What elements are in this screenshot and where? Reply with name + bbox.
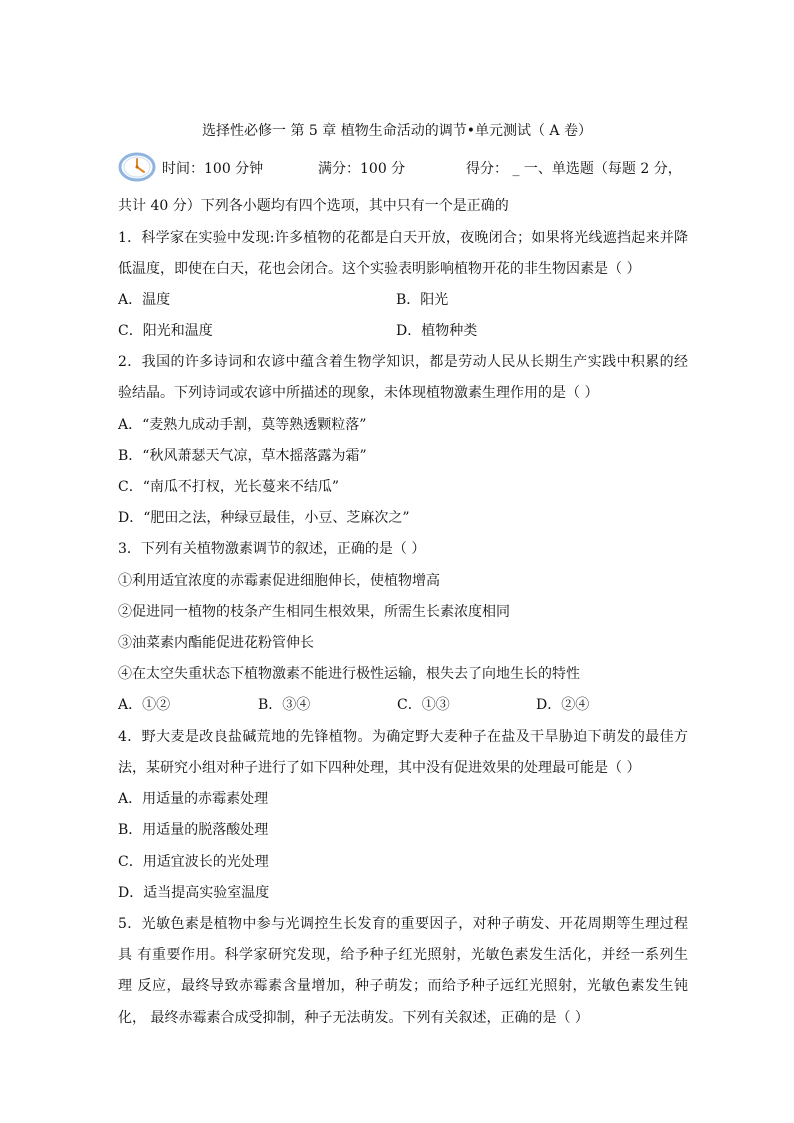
q2-option-c: C．“南瓜不打杈，光长蔓来不结瓜”: [118, 479, 340, 495]
q3-statement-3: ③油菜素内酯能促进花粉管伸长: [118, 635, 314, 651]
q4-stem-line2: 法，某研究小组对种子进行了如下四种处理，其中没有促进效果的处理最可能是（ ）: [118, 760, 641, 776]
q3-statement-4: ④在太空失重状态下植物激素不能进行极性运输，根失去了向地生长的特性: [118, 666, 580, 682]
q4-option-a: A．用适量的赤霉素处理: [118, 791, 269, 807]
q3-options: [118, 696, 688, 714]
q3-stem: 3．下列有关植物激素调节的叙述，正确的是（ ）: [118, 541, 426, 557]
q5-stem-line3: 理 反应，最终导致赤霉素含量增加，种子萌发；而给予种子远红光照射，光敏色素发生钝: [118, 978, 688, 994]
section-intro: 共计 40 分）下列各小题均有四个选项，其中只有一个是正确的: [118, 198, 509, 214]
clock-icon: [118, 152, 156, 182]
exam-score-and-section-heading: 得分： _ 一、单选题（每题 2 分，: [466, 161, 682, 177]
q5-stem-line4: 化， 最终赤霉素合成受抑制，种子无法萌发。下列有关叙述，正确的是（ ）: [118, 1010, 589, 1026]
q1-option-c: C．阳光和温度: [118, 323, 213, 339]
q1-stem-line2: 低温度，即使在白天，花也会闭合。这个实验表明影响植物开花的非生物因素是（ ）: [118, 261, 641, 277]
q3-statement-2: ②促进同一植物的枝条产生相同生根效果，所需生长素浓度相同: [118, 604, 510, 620]
q2-option-a: A．“麦熟九成动手割，莫等熟透颗粒落”: [118, 417, 367, 433]
q3-option-c: C．①③: [397, 697, 450, 713]
q3-statement-1: ①利用适宜浓度的赤霉素促进细胞伸长，使植物增高: [118, 573, 440, 589]
q5-stem-line2: 具 有重要作用。科学家研究发现，给予种子红光照射，光敏色素发生活化，并经一系列生: [118, 947, 688, 963]
q1-option-d: D．植物种类: [396, 323, 478, 339]
page-title: 选择性必修一 第 5 章 植物生命活动的调节•单元测试（ A 卷）: [202, 123, 592, 139]
q3-option-b: B．③④: [258, 697, 311, 713]
exam-full-score: 满分：100 分: [318, 161, 406, 177]
q4-option-d: D．适当提高实验室温度: [118, 885, 270, 901]
q4-option-b: B．用适量的脱落酸处理: [118, 822, 269, 838]
q5-stem-line1: 5．光敏色素是植物中参与光调控生长发育的重要因子，对种子萌发、开花周期等生理过程: [118, 916, 688, 932]
q3-option-d: D．②④: [536, 697, 590, 713]
q2-option-b: B．“秋风萧瑟天气凉，草木摇落露为霜”: [118, 448, 367, 464]
q1-option-b: B．阳光: [396, 292, 449, 308]
q2-stem-line1: 2．我国的许多诗词和农谚中蕴含着生物学知识，都是劳动人民从长期生产实践中积累的经: [118, 354, 688, 370]
q4-stem-line1: 4．野大麦是改良盐碱荒地的先锋植物。为确定野大麦种子在盐及干旱胁迫下萌发的最佳方: [118, 729, 688, 745]
q1-stem-line1: 1．科学家在实验中发现:许多植物的花都是白天开放，夜晚闭合；如果将光线遮挡起来并降: [118, 230, 688, 246]
exam-time: 时间：100 分钟: [162, 161, 264, 177]
q2-option-d: D．“肥田之法，种绿豆最佳，小豆、芝麻次之”: [118, 510, 410, 526]
q1-option-a: A．温度: [118, 292, 171, 308]
q3-option-a: A．①②: [118, 697, 171, 713]
q4-option-c: C．用适宜波长的光处理: [118, 854, 269, 870]
q2-stem-line2: 验结晶。下列诗词或农谚中所描述的现象，未体现植物激素生理作用的是（ ）: [118, 385, 599, 401]
